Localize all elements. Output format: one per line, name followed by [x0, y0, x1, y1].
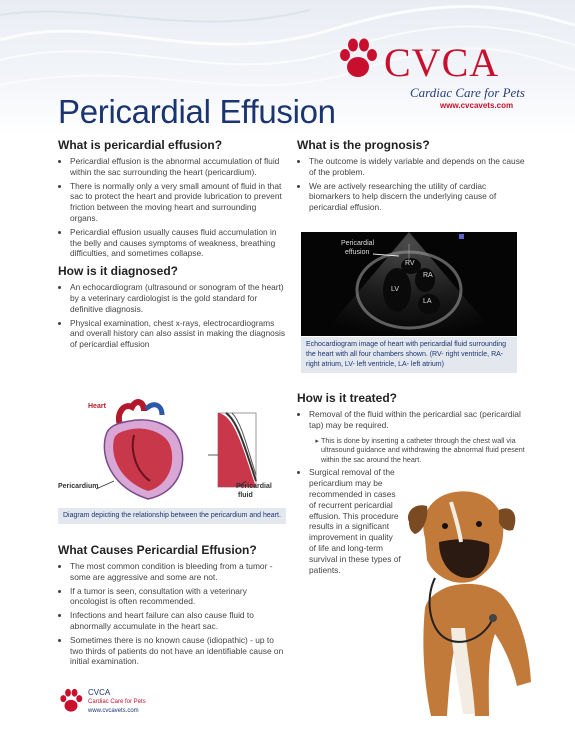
diagnosis-heading: How is it diagnosed?	[58, 264, 179, 279]
list-item: • The most common condition is bleeding from a tumor - some are aggressive and some are not.	[70, 561, 286, 583]
list-item: • Removal of the fluid within the pericardial sac (pericardial tap) may be required.	[309, 409, 527, 431]
rv-label: RV	[405, 260, 415, 267]
page-title: Pericardial Effusion	[58, 93, 336, 130]
list-item: • There is normally only a very small amount of fluid in that sac to protect the heart and provide lubrication to prevent friction between the moving heart and surrounding organs.	[70, 181, 286, 224]
treatment-list-2	[297, 467, 401, 575]
list-item: • Infections and heart failure can also cause fluid to abnormally accumulate in the heart sac.	[70, 610, 286, 632]
list-item: • We are actively researching the utility of cardiac biomarkers to help discern the underlying cause of pericardial effusion.	[309, 181, 527, 213]
list-item: • An echocardiogram (ultrasound or sonogram of the heart) by a veterinary cardiologist is the gold standard for definitive diagnosis.	[70, 282, 286, 314]
causes-heading: What Causes Pericardial Effusion?	[58, 543, 257, 557]
footer	[58, 688, 146, 719]
list-item: • Physical examination, chest x-rays, electrocardiograms and overall history can also assist in making the diagnosis of pericardial effusion	[70, 318, 286, 350]
left-column	[58, 138, 286, 355]
what-list	[58, 156, 286, 259]
causes-section	[58, 543, 286, 672]
list-item: • Pericardial effusion is the abnormal accumulation of fluid within the sac surrounding the heart (pericardium).	[70, 156, 286, 178]
dog-illustration	[405, 488, 545, 718]
boxer-dog-photo	[405, 488, 545, 723]
brand-logo[interactable]	[337, 37, 527, 117]
footer-brand-name: CVCA	[88, 688, 111, 697]
paw-icon	[337, 37, 379, 81]
brand-tagline: Cardiac Care for Pets	[410, 85, 525, 100]
effusion-label-1: Pericardial	[341, 240, 375, 247]
what-heading: What is pericardial effusion?	[58, 138, 223, 152]
list-item: • If a tumor is seen, consultation with a veterinary oncologist is often recommended.	[70, 586, 286, 608]
echocardiogram-image	[301, 232, 517, 336]
prognosis-list	[297, 156, 527, 213]
heart-diagram-caption: Diagram depicting the relationship between the pericardium and heart.	[58, 508, 286, 524]
echo-caption: Echocardiogram image of heart with pericardial fluid surrounding the heart with all four chambers shown. (RV- right ventricle, RA- right atrium, LV- left ventricle, LA- left atrium)	[301, 337, 517, 373]
diagnosis-list	[58, 282, 286, 350]
pericardial-fluid-label-1: Pericardial	[236, 483, 272, 490]
list-item: • The outcome is widely variable and depends on the cause of the problem.	[309, 156, 527, 178]
treatment-heading: How is it treated?	[297, 391, 398, 405]
sub-list-item: ▸ This is done by inserting a catheter through the chest wall via ultrasound guidance and withdrawing the abnormal fluid present within the sac around the heart.	[321, 436, 527, 465]
pericardial-fluid-label-2: fluid	[238, 492, 253, 499]
la-label: LA	[423, 298, 432, 305]
list-item: • Sometimes there is no known cause (idiopathic) - up to two thirds of patients do not have an identifiable cause on initial examination.	[70, 635, 286, 667]
treatment-list	[297, 409, 527, 431]
brand-name: CVCA	[384, 40, 500, 85]
right-column	[297, 138, 527, 218]
brand-url[interactable]: www.cvcavets.com	[440, 101, 514, 110]
effusion-label-2: effusion	[345, 249, 370, 256]
list-item: • Surgical removal of the pericardium may be recommended in cases of recurrent pericardial effusion. This procedure results in a significant improvement in quality of life and long-term survival in these types of patients.	[309, 467, 401, 575]
list-item: • Pericardial effusion usually causes fluid accumulation in the belly and causes symptoms of weakness, breathing difficulties, and sometimes collapse.	[70, 227, 286, 259]
footer-paw-icon	[58, 688, 84, 714]
ultrasound-scan	[301, 232, 517, 336]
ra-label: RA	[423, 272, 433, 279]
footer-tagline: Cardiac Care for Pets	[88, 699, 146, 705]
pericardium-label: Pericardium	[58, 483, 99, 490]
causes-list	[58, 561, 286, 667]
treatment-sublist	[297, 436, 527, 465]
footer-url[interactable]: www.cvcavets.com	[88, 708, 139, 714]
lv-label: LV	[391, 286, 400, 293]
prognosis-heading: What is the prognosis?	[297, 138, 430, 152]
heart-label: Heart	[88, 403, 106, 410]
